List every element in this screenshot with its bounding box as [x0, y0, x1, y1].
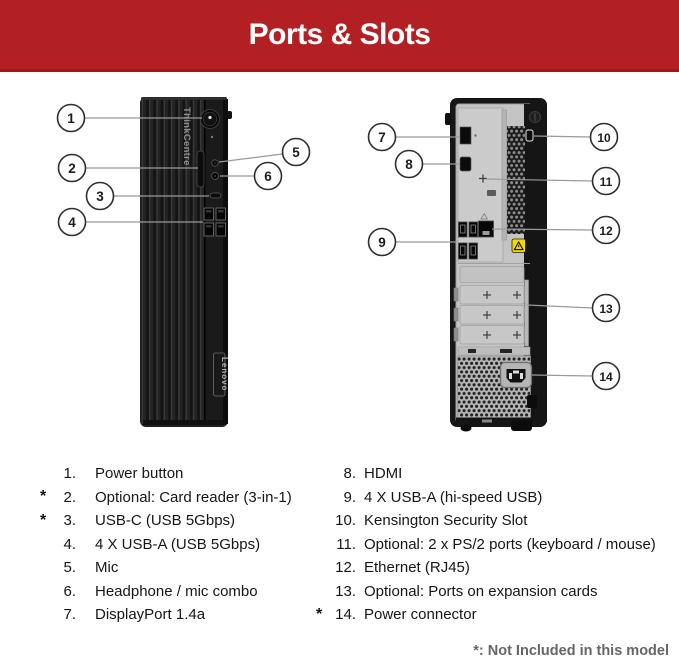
legend-number: 6.: [63, 582, 76, 600]
legend-label: Ethernet (RJ45): [364, 559, 470, 577]
callout-14: [593, 363, 620, 390]
legend-label: Mic: [95, 559, 119, 577]
legend-number: 1.: [63, 465, 76, 483]
legend-label: Headphone / mic combo: [95, 582, 258, 600]
legend-item-right-1: [316, 486, 674, 510]
legend-number: 4.: [63, 535, 76, 553]
svg-text:1: 1: [67, 110, 75, 126]
legend-number: 11.: [336, 535, 356, 553]
svg-text:12: 12: [599, 223, 613, 238]
front-device-image: [140, 97, 232, 427]
legend-label: Kensington Security Slot: [364, 512, 528, 530]
legend-number: 13.: [335, 582, 356, 600]
legend-item-right-3: [316, 533, 674, 557]
callout-4: [59, 209, 86, 236]
svg-text:14: 14: [599, 369, 613, 384]
legend-number: 5.: [63, 559, 76, 577]
hdmi-port: [460, 157, 471, 171]
power-connector: [501, 363, 532, 388]
panel-rail: [502, 110, 507, 240]
legend-number: 3.: [63, 512, 76, 530]
legend-label: 4 X USB-A (USB 5Gbps): [95, 535, 261, 553]
star-marker: *: [40, 511, 47, 529]
legend-number: 9.: [343, 488, 356, 506]
callout-3: [87, 183, 114, 210]
legend-item-left-0: [40, 462, 332, 486]
callout-1: [58, 105, 85, 132]
callout-7: [369, 124, 396, 151]
thinkcentre-logo: ThinkCentre: [181, 107, 192, 166]
legend-number: 8.: [343, 465, 356, 483]
callout-5: [283, 139, 310, 166]
svg-text:2: 2: [68, 160, 76, 176]
ethernet-port: [479, 221, 494, 237]
footnote: *: Not Included in this model: [473, 643, 669, 659]
legend-item-left-3: [40, 533, 332, 557]
legend-item-left-2: [40, 509, 332, 533]
legend-label: Optional: Ports on expansion cards: [364, 582, 598, 600]
legend-label: 4 X USB-A (hi-speed USB): [364, 488, 543, 506]
legend-label: Power connector: [364, 606, 477, 624]
side-nub: [227, 111, 232, 119]
legend-number: 2.: [63, 488, 76, 506]
svg-text:Lenovo: Lenovo: [220, 357, 229, 392]
callout-6: [255, 163, 282, 190]
thumbscrew: [530, 112, 541, 123]
svg-text:7: 7: [378, 129, 386, 145]
callout-line-5: [219, 154, 283, 162]
usb-c-port: [210, 193, 221, 198]
legend-label: HDMI: [364, 465, 403, 483]
callout-2: [59, 155, 86, 182]
rear-left-tab: [445, 113, 451, 125]
page-title: Ports & Slots: [248, 17, 431, 51]
psu-divider: [458, 347, 530, 355]
svg-text:9: 9: [378, 234, 386, 250]
power-led: [211, 136, 213, 138]
legend-label: DisplayPort 1.4a: [95, 606, 206, 624]
svg-text:10: 10: [597, 130, 611, 145]
svg-text:5: 5: [292, 144, 300, 160]
svg-text:3: 3: [96, 188, 104, 204]
svg-text:8: 8: [405, 156, 413, 172]
callout-8: [396, 151, 423, 178]
warning-icon: [512, 239, 526, 253]
callout-12: [593, 217, 620, 244]
legend-column-right: [316, 462, 674, 627]
callout-9: [369, 229, 396, 256]
kensington-slot: [526, 130, 533, 141]
callout-13: [593, 295, 620, 322]
legend-number: 14.: [335, 606, 356, 624]
rear-device-image: [445, 98, 547, 432]
svg-text:6: 6: [264, 168, 272, 184]
legend-label: Optional: 2 x PS/2 ports (keyboard / mouse): [364, 535, 656, 553]
legend-label: USB-C (USB 5Gbps): [95, 512, 236, 530]
legend-item-left-6: [40, 603, 332, 627]
legend-number: 10.: [335, 512, 356, 530]
expansion-slots: [454, 267, 529, 347]
legend-item-left-5: [40, 580, 332, 604]
callout-11: [593, 168, 620, 195]
star-marker: *: [40, 488, 47, 506]
legend-item-right-6: [316, 603, 674, 627]
serial-mark: [487, 190, 496, 196]
headphone-jack: [212, 173, 219, 180]
legend-column-left: [40, 462, 332, 627]
legend-label: Power button: [95, 465, 184, 483]
card-reader-slot: [197, 151, 204, 187]
svg-text:13: 13: [599, 301, 613, 316]
star-marker: *: [316, 605, 323, 623]
callout-10: [591, 124, 618, 151]
lenovo-badge: [214, 353, 230, 396]
legend-number: 12.: [335, 559, 356, 577]
legend-number: 7.: [63, 606, 76, 624]
legend-item-right-2: [316, 509, 674, 533]
legend-item-left-4: [40, 556, 332, 580]
legend-item-right-5: [316, 580, 674, 604]
legend-item-right-4: [316, 556, 674, 580]
legend-label: Optional: Card reader (3-in-1): [95, 488, 292, 506]
svg-text:11: 11: [599, 174, 613, 189]
mic-jack: [212, 160, 218, 166]
legend-item-left-1: [40, 486, 332, 510]
svg-text:4: 4: [68, 214, 76, 230]
legend-item-right-0: [316, 462, 674, 486]
